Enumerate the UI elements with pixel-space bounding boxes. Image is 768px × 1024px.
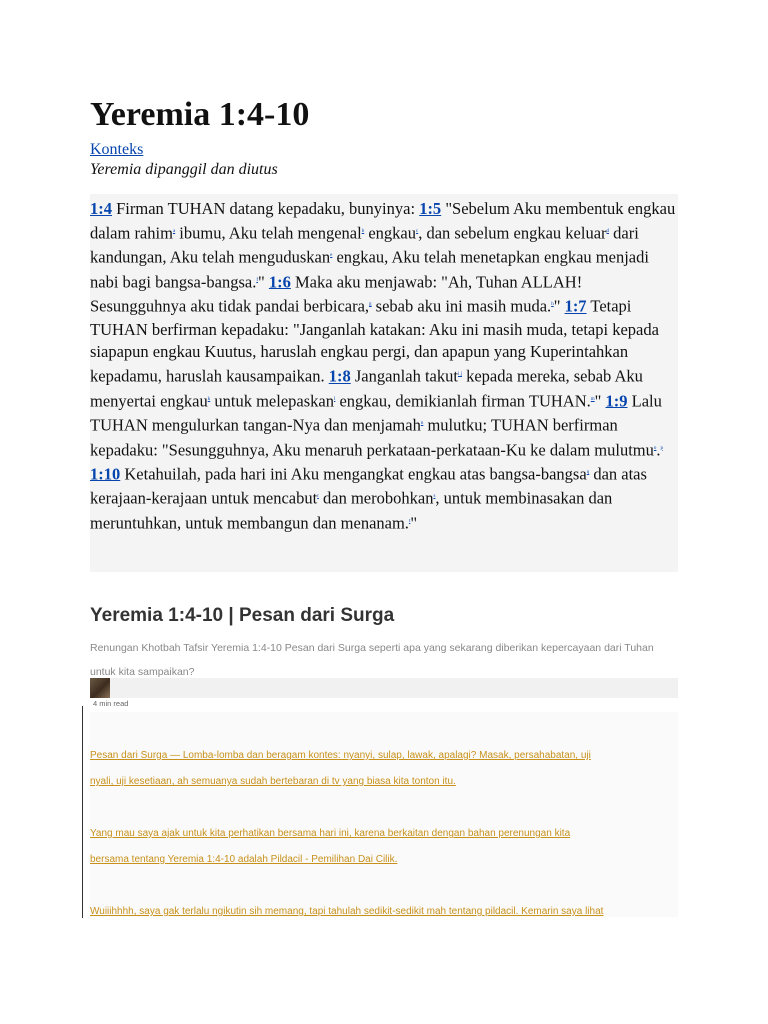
author-strip [90,678,678,698]
verse-number-link[interactable]: 1:10 [90,464,121,484]
page-title: Yeremia 1:4-10 [90,96,310,133]
verse-text: engkau, demikianlah firman TUHAN. [335,391,591,411]
read-time: 4 min read [93,699,129,708]
left-rule [82,706,83,918]
footnote-link[interactable]: l [333,396,336,402]
verse-text: mulutku; TUHAN berfirman kepadaku: "Sesungguhnya, Aku menaruh perkataan-perkataan-Ku ke dalam mulutmu [90,415,654,460]
context-link[interactable]: Konteks [90,141,144,158]
article-paragraph-line[interactable]: Wuiiihhhh, saya gak terlalu ngikutin sih memang, tapi tahulah sedikit-sedikit mah tentang pildacil. Kemarin saya lihat [90,906,604,917]
verse-text: kepada mereka, sebab Aku menyertai engkau [90,366,643,411]
avatar[interactable] [90,678,110,698]
footnote-link[interactable]: i j [457,372,462,378]
section-heading: Yeremia dipanggil dan diutus [90,161,278,178]
bible-passage [90,194,678,572]
footnote-link[interactable]: e [330,253,333,259]
footnote-link[interactable]: a [172,228,176,234]
verse-text: untuk melepaskan [210,391,334,411]
article-description: Renungan Khotbah Tafsir Yeremia 1:4-10 Pesan dari Surga seperti apa yang sekarang diberikan kepercayaan dari Tuhan untuk kita sampaikan? [90,642,654,678]
footnote-link[interactable]: b [361,228,365,234]
footnote-link[interactable]: n [420,421,424,427]
verse-text: " [553,296,565,316]
footnote-link[interactable]: r [317,494,319,500]
footnote-link[interactable]: d [606,228,610,234]
verse-text: " [594,391,606,411]
verse-text: engkau, Aku telah menetapkan engkau menjadi nabi bagi bangsa-bangsa. [90,247,649,292]
verse-text: , untuk membinasakan dan meruntuhkan, untuk membangun dan menanam. [90,488,613,533]
verse-text: Ketahuilah, pada hari ini Aku mengangkat engkau atas bangsa-bangsa [120,464,587,484]
verse-text: Janganlah takut [350,366,458,386]
verse-text: " [410,513,418,533]
footnote-link[interactable]: g [369,302,372,308]
footnote-link[interactable]: p [660,445,664,451]
verse-text: ibumu, Aku telah mengenal [175,223,362,243]
verse-text: , dan sebelum engkau keluar [418,223,607,243]
article-title[interactable]: Yeremia 1:4-10 | Pesan dari Surga [90,605,395,626]
verse-number-link[interactable]: 1:8 [328,366,351,386]
verse-text: sebab aku ini masih muda. [371,296,552,316]
article-paragraph-line[interactable]: Yang mau saya ajak untuk kita perhatikan bersama hari ini, karena berkaitan dengan bahan perenungan kita [90,828,571,839]
verse-text: dari kandungan, Aku telah menguduskan [90,223,639,267]
verse-text: Tetapi TUHAN berfirman kepadaku: "Janganlah katakan: Aku ini masih muda, tetapi kepada siapapun engkau Kuutus, haruslah engkau pergi, dan apapun yang Kuperintahkan kepadamu, haruslah kausampaikan. [90,296,659,386]
footnote-link[interactable]: f [256,277,258,283]
footnote-link[interactable]: c [415,228,419,234]
verse-number-link[interactable]: 1:9 [605,391,628,411]
footnote-link[interactable]: s [433,494,436,500]
verse-text: "Sebelum Aku membentuk engkau dalam rahim [90,199,676,243]
footnote-link[interactable]: h [551,302,554,308]
footnote-link[interactable]: m [590,396,595,402]
verse-number-link[interactable]: 1:4 [90,199,112,218]
verse-number-link[interactable]: 1:6 [268,272,291,292]
footnote-link[interactable]: t [408,518,411,524]
verse-number-link[interactable]: 1:5 [419,199,442,218]
footnote-link[interactable]: o [653,445,657,451]
article-paragraph-line[interactable]: nyali, uji kesetiaan, ah semuanya sudah bertebaran di tv yang biasa kita tonton itu. [90,776,456,787]
verse-text: Maka aku menjawab: "Ah, Tuhan ALLAH! Sesungguhnya aku tidak pandai berbicara, [90,272,583,316]
article-paragraph-line[interactable]: bersama tentang Yeremia 1:4-10 adalah Pildacil - Pemilihan Dai Cilik. [90,854,398,865]
article-paragraph-line[interactable]: Pesan dari Surga — Lomba-lomba dan beragam kontes: nyanyi, sulap, lawak, apalagi? Masak, persahabatan, uji [90,750,591,761]
verse-text: . [656,440,661,460]
footnote-link[interactable]: q [586,469,590,475]
verse-text: " [258,272,269,292]
verse-number-link[interactable]: 1:7 [564,296,587,316]
verse-text: Firman TUHAN datang kepadaku, bunyinya: [112,199,420,218]
footnote-link[interactable]: k [207,396,211,402]
verse-text: dan merobohkan [318,488,434,508]
verse-text: engkau [364,223,416,243]
verse-text: dan atas kerajaan-kerajaan untuk mencabut [90,464,647,508]
verse-text: Lalu TUHAN mengulurkan tangan-Nya dan menjamah [90,391,662,435]
